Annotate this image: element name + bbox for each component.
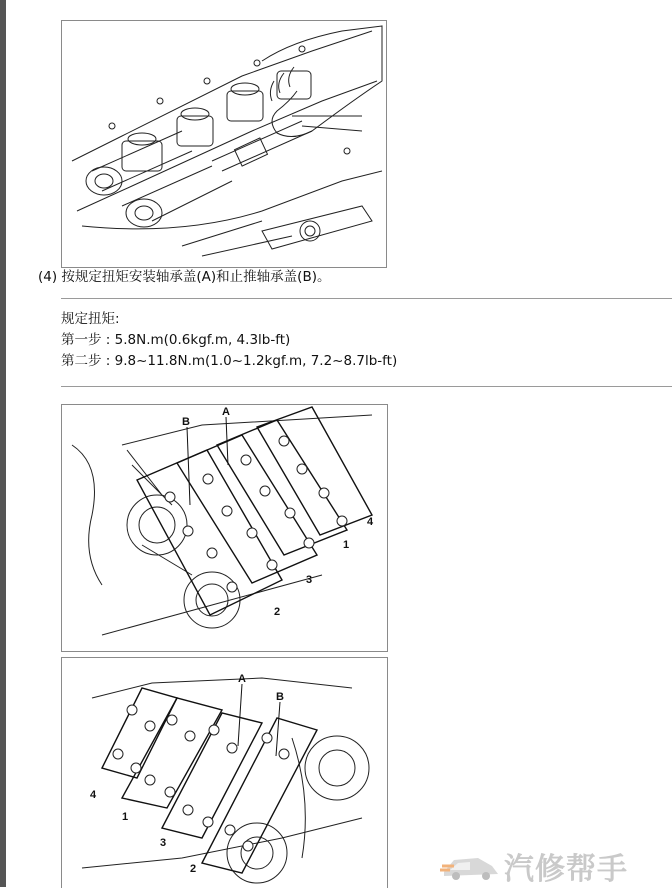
divider-bottom (61, 386, 672, 387)
bearing-cap-sequence-illustration-2 (61, 657, 388, 888)
car-logo-icon (440, 850, 502, 882)
left-margin-bar (0, 0, 6, 887)
torque-spec-title: 规定扭矩: (61, 311, 120, 327)
callout-4: 4 (367, 516, 374, 528)
callout-a: A (222, 406, 230, 418)
divider-top (61, 298, 672, 299)
cap-frame-4 (257, 407, 372, 535)
watermark-text: 汽修帮手 (504, 852, 628, 887)
callout-2: 2 (274, 606, 281, 618)
callout-2: 2 (190, 863, 197, 875)
bearing-cap-drawing-2 (62, 658, 387, 888)
callout-a: A (238, 673, 246, 685)
camshaft-line-drawing (62, 21, 386, 267)
torque-spec-block (61, 309, 397, 372)
callout-3: 3 (306, 574, 313, 586)
camshaft-installation-illustration (61, 20, 387, 268)
cap-frame-2 (202, 718, 317, 873)
watermark-logo (440, 845, 672, 887)
callout-4: 4 (90, 789, 97, 801)
callout-b: B (276, 691, 284, 703)
torque-step-one: 第一步 : 5.8N.m(0.6kgf.m, 4.3lb-ft) (61, 332, 291, 348)
callout-b: B (182, 416, 190, 428)
bearing-cap-sequence-illustration-1 (61, 404, 388, 652)
callout-3: 3 (160, 837, 167, 849)
step-instruction: (4) 按规定扭矩安装轴承盖(A)和止推轴承盖(B)。 (38, 269, 331, 285)
callout-1: 1 (122, 811, 129, 823)
torque-step-two: 第二步 : 9.8~11.8N.m(1.0~1.2kgf.m, 7.2~8.7lb-ft) (61, 353, 398, 369)
callout-1: 1 (343, 539, 350, 551)
bearing-cap-drawing-1 (62, 405, 387, 651)
